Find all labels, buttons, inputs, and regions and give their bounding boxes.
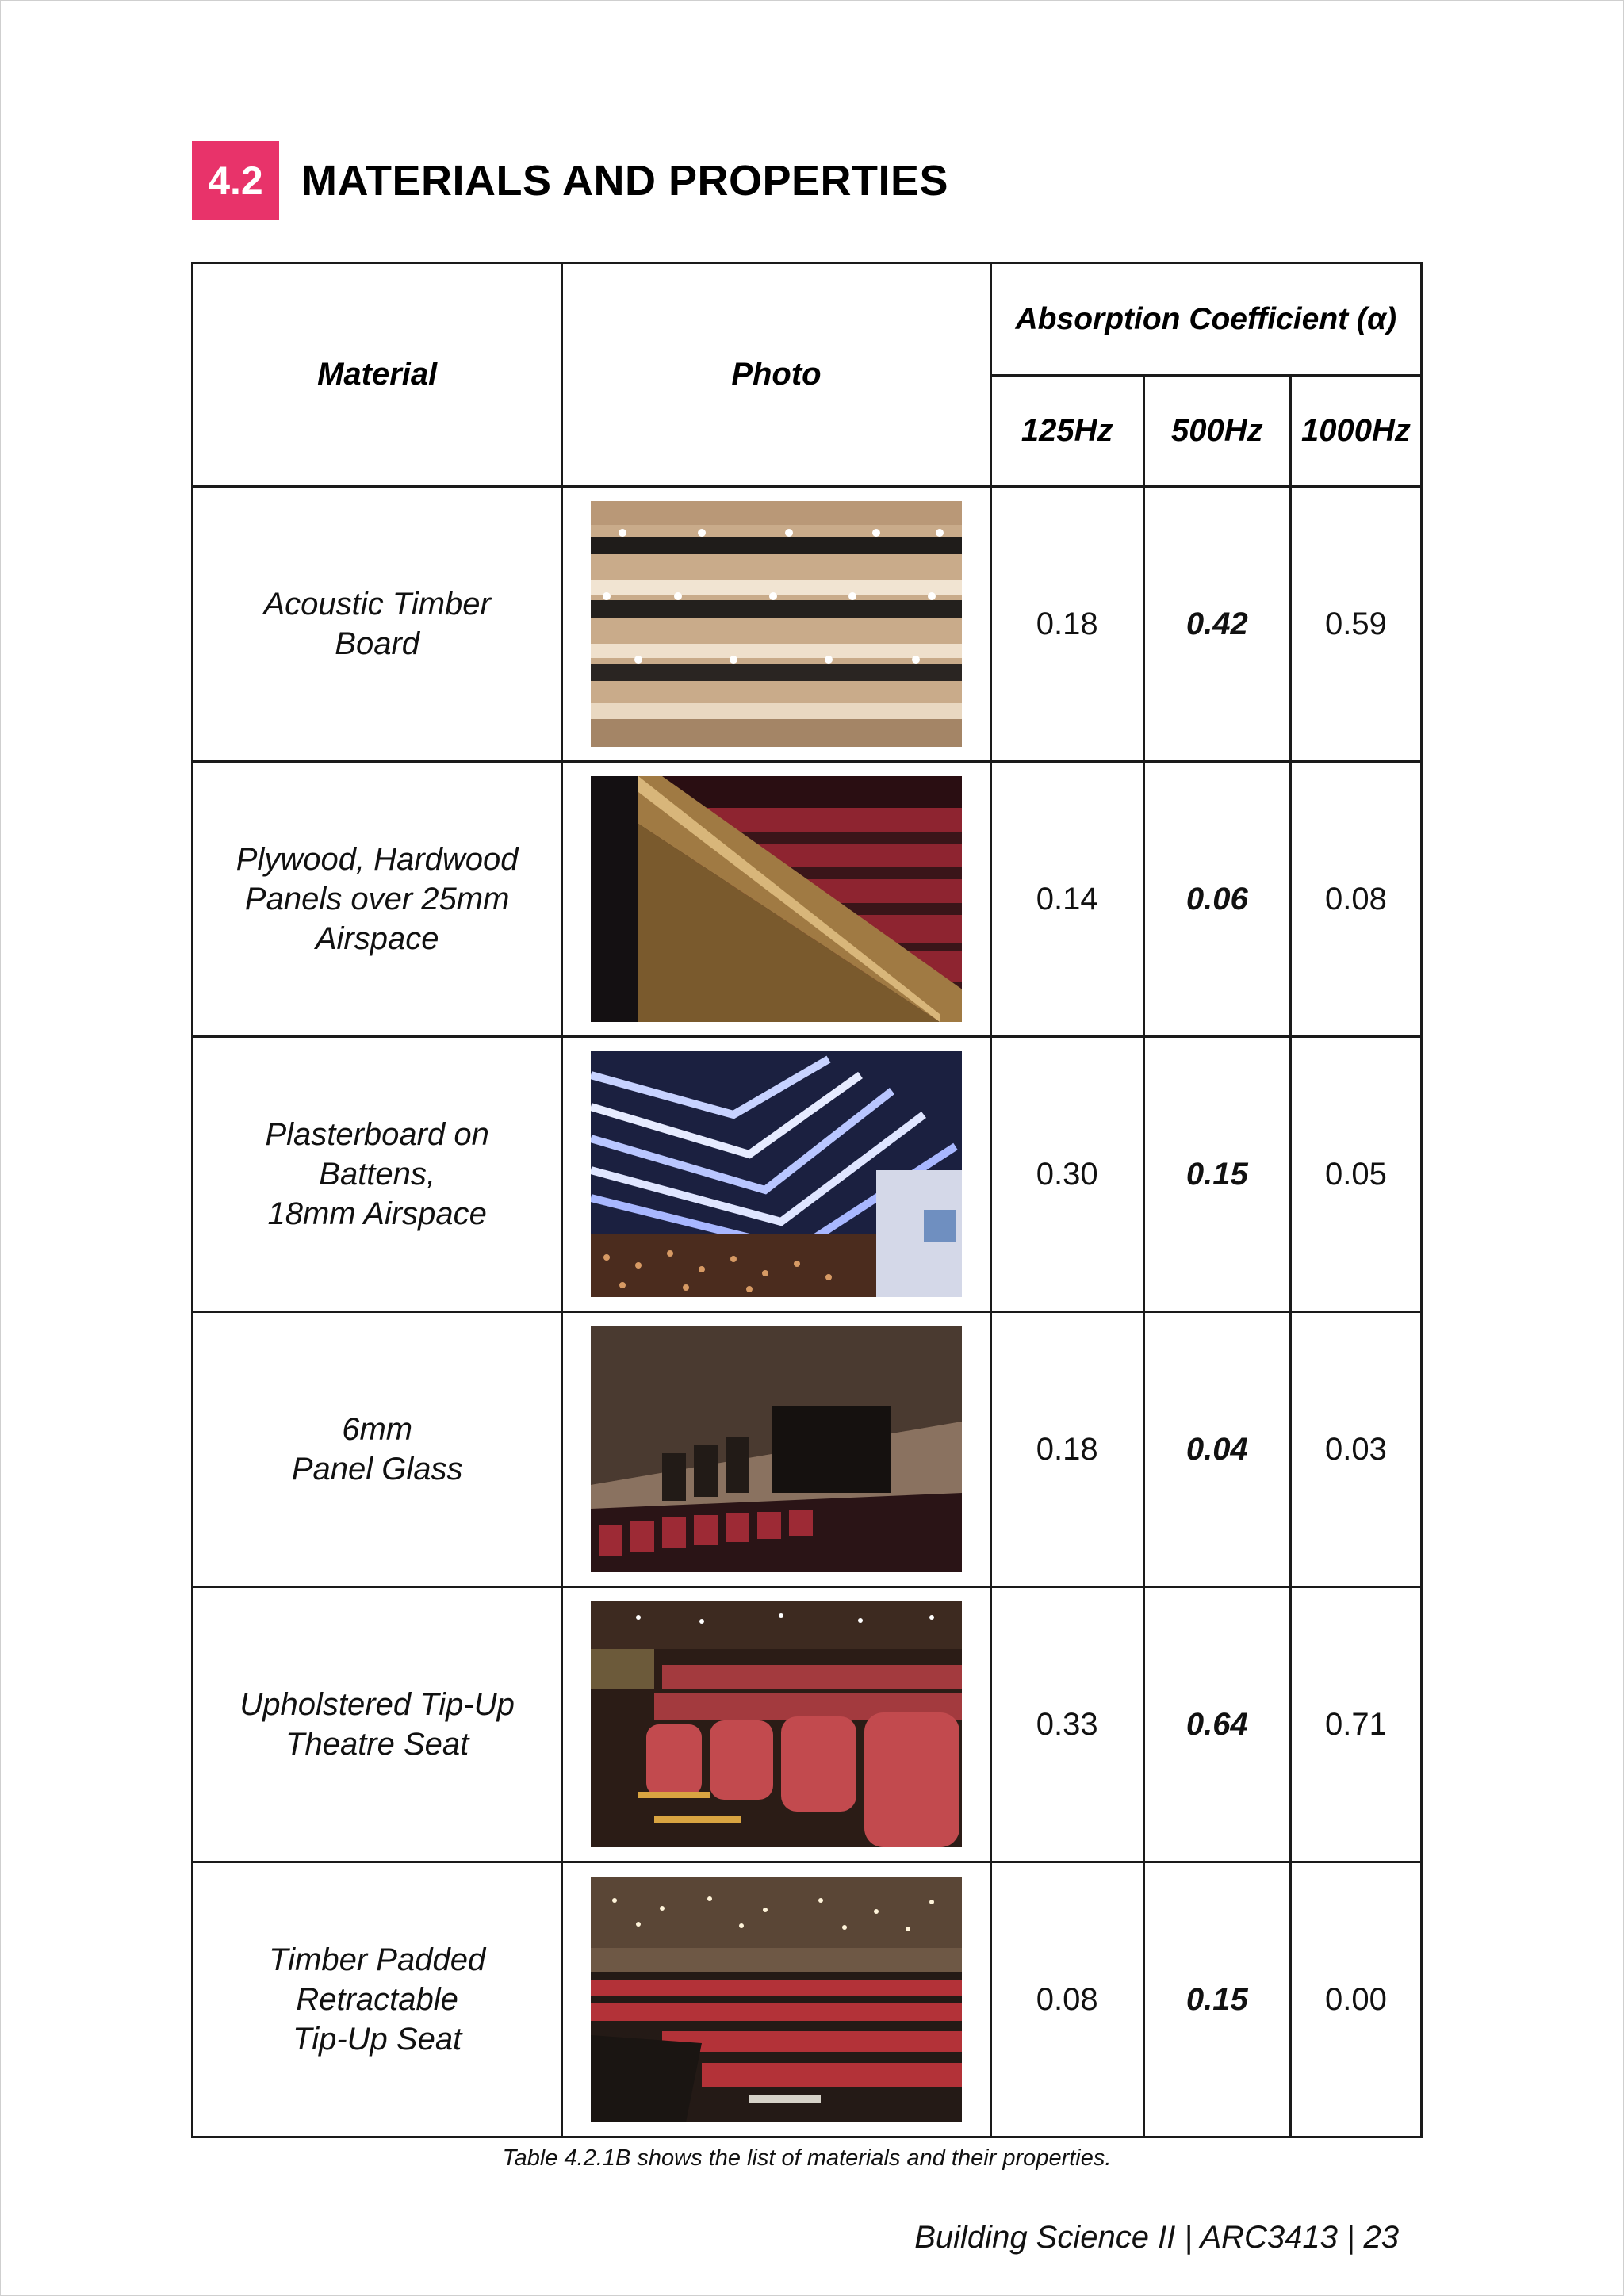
header-absorption-coefficient: Absorption Coefficient (α) — [990, 263, 1421, 376]
plywood-panel-wall-photo — [591, 776, 962, 1022]
value-125hz: 0.30 — [990, 1037, 1143, 1312]
header-material: Material — [193, 263, 562, 487]
material-name: Upholstered Tip-Up Theatre Seat — [193, 1587, 562, 1862]
page-footer: Building Science II | ARC3413 | 23 — [914, 2220, 1399, 2255]
auditorium-ceiling-timber-photo — [591, 501, 962, 747]
plasterboard-ceiling-photo — [591, 1051, 962, 1297]
table-row — [193, 1587, 1422, 1862]
value-125hz: 0.08 — [990, 1862, 1143, 2137]
table-row — [193, 1312, 1422, 1587]
value-125hz: 0.33 — [990, 1587, 1143, 1862]
material-name: Timber Padded Retractable Tip-Up Seat — [193, 1862, 562, 2137]
table-row — [193, 487, 1422, 762]
material-name: Plasterboard on Battens, 18mm Airspace — [193, 1037, 562, 1312]
photo-cell — [562, 1037, 990, 1312]
theatre-seat-photo — [591, 1601, 962, 1847]
header-photo: Photo — [562, 263, 990, 487]
materials-table — [191, 262, 1423, 2138]
value-500hz: 0.04 — [1143, 1312, 1290, 1587]
value-500hz: 0.64 — [1143, 1587, 1290, 1862]
header-1000hz: 1000Hz — [1290, 376, 1421, 487]
value-500hz: 0.15 — [1143, 1037, 1290, 1312]
value-500hz: 0.06 — [1143, 762, 1290, 1037]
value-1000hz: 0.05 — [1290, 1037, 1421, 1312]
header-500hz: 500Hz — [1143, 376, 1290, 487]
value-1000hz: 0.59 — [1290, 487, 1421, 762]
value-1000hz: 0.08 — [1290, 762, 1421, 1037]
material-name: 6mm Panel Glass — [193, 1312, 562, 1587]
photo-cell — [562, 487, 990, 762]
photo-cell — [562, 1587, 990, 1862]
table-caption: Table 4.2.1B shows the list of materials and their properties. — [502, 2145, 1112, 2171]
value-125hz: 0.18 — [990, 1312, 1143, 1587]
value-500hz: 0.42 — [1143, 487, 1290, 762]
value-500hz: 0.15 — [1143, 1862, 1290, 2137]
photo-cell — [562, 1862, 990, 2137]
value-125hz: 0.14 — [990, 762, 1143, 1037]
panel-glass-window-photo — [591, 1326, 962, 1572]
value-1000hz: 0.03 — [1290, 1312, 1421, 1587]
value-1000hz: 0.71 — [1290, 1587, 1421, 1862]
value-1000hz: 0.00 — [1290, 1862, 1421, 2137]
value-125hz: 0.18 — [990, 487, 1143, 762]
table-row — [193, 1037, 1422, 1312]
retractable-seat-photo — [591, 1877, 962, 2122]
table-row — [193, 1862, 1422, 2137]
header-125hz: 125Hz — [990, 376, 1143, 487]
photo-cell — [562, 762, 990, 1037]
material-name: Plywood, Hardwood Panels over 25mm Airspace — [193, 762, 562, 1037]
section-number-badge: 4.2 — [192, 141, 279, 220]
section-header — [192, 141, 948, 220]
photo-cell — [562, 1312, 990, 1587]
table-row — [193, 762, 1422, 1037]
material-name: Acoustic Timber Board — [193, 487, 562, 762]
section-title: MATERIALS AND PROPERTIES — [301, 157, 949, 205]
